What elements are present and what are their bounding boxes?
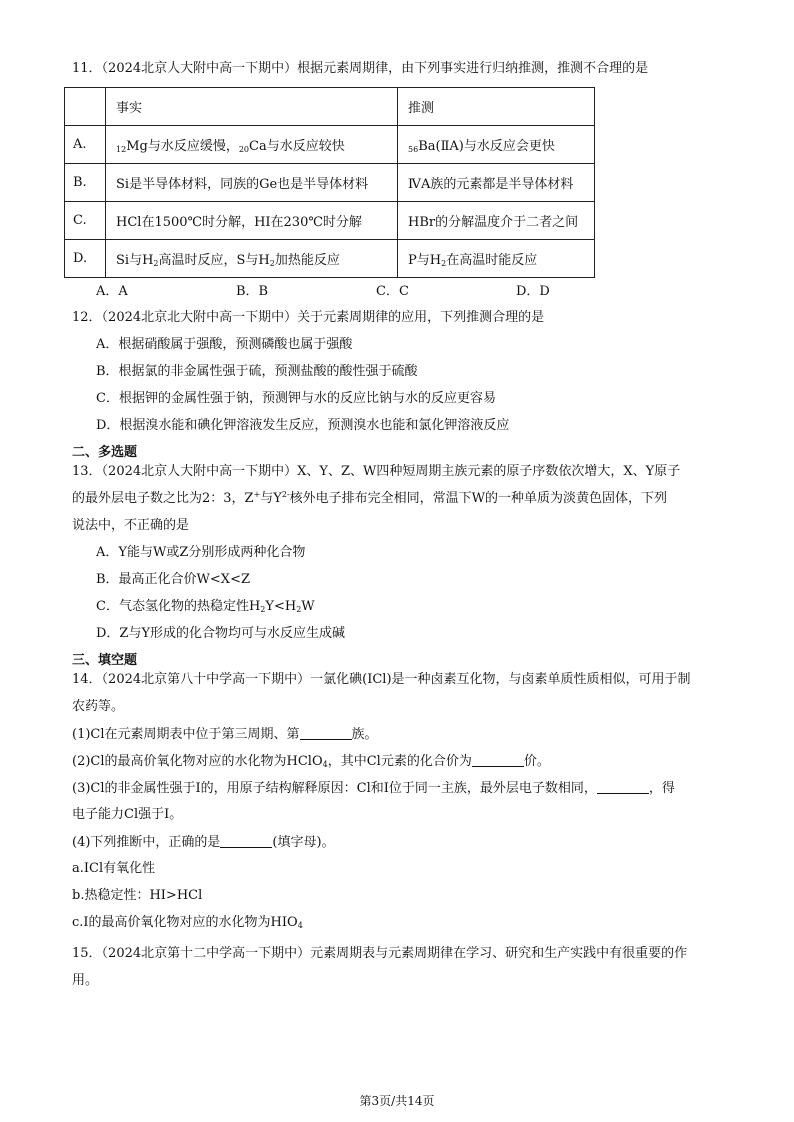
- subscript: 2: [296, 605, 302, 614]
- page-number: 第3页/共14页: [359, 1094, 435, 1108]
- q12-option-d[interactable]: D．根据溴水能和碘化钾溶液发生反应，预测溴水也能和氯化钾溶液反应: [96, 418, 510, 433]
- q13-option-b[interactable]: B．最高正化合价W<X<Z: [96, 572, 250, 587]
- q14-stem-line2: 农药等。: [72, 699, 125, 714]
- row-infer: ⅣA族的元素都是半导体材料: [398, 164, 595, 202]
- subscript: 2: [269, 259, 275, 268]
- q14-part4: [72, 833, 734, 852]
- q12-stem: 12．（2024北京北大附中高一下期中）关于元素周期律的应用，下列推测合理的是: [72, 310, 545, 325]
- q15-stem-line2: 用。: [72, 973, 99, 988]
- infer-text: P与H: [408, 253, 442, 268]
- row-infer: [398, 126, 595, 164]
- text: (4)下列推断中，正确的是: [72, 835, 221, 850]
- table-cell: [65, 88, 106, 126]
- text: c.I的最高价氧化物对应的水化物为HIO: [72, 915, 298, 930]
- infer-text: 在高温时能反应: [446, 253, 538, 268]
- subscript: 2: [153, 259, 159, 268]
- choice-c[interactable]: C．C: [376, 284, 409, 299]
- subscript: 4: [297, 921, 303, 930]
- text: (2)Cl的最高价氧化物对应的水化物为HClO: [72, 754, 323, 769]
- subscript: 2: [441, 259, 447, 268]
- row-label: B.: [65, 164, 106, 202]
- text: (填字母)。: [272, 835, 335, 850]
- table-row: [65, 164, 595, 202]
- q12-option-b[interactable]: B．根据氯的非金属性强于硫，预测盐酸的酸性强于硫酸: [96, 364, 418, 379]
- atomic-number: 12: [116, 145, 127, 154]
- text: 价。: [523, 754, 550, 769]
- q14-stem-line1: 14．（2024北京第八十中学高一下期中）一氯化碘(ICl)是一种卤素互化物，与卤素单质性质相似，可用于制: [72, 672, 691, 687]
- superscript: 2-: [281, 490, 290, 499]
- table-row: [65, 126, 595, 164]
- row-label: A.: [65, 126, 106, 164]
- answer-blank[interactable]: [472, 752, 524, 767]
- q14-part3-cont: 电子能力Cl强于I。: [72, 807, 183, 822]
- row-label: D.: [65, 240, 106, 278]
- q14-part3: [72, 779, 734, 798]
- text: 与Y: [260, 491, 282, 506]
- text: ，其中Cl元素的化合价为: [327, 754, 472, 769]
- table-header-fact: 事实: [106, 88, 398, 126]
- text: W: [301, 599, 315, 614]
- subscript: 2: [260, 605, 266, 614]
- choice-a[interactable]: A．A: [96, 284, 128, 299]
- answer-blank[interactable]: [300, 725, 352, 740]
- row-fact: Si是半导体材料，同族的Ge也是半导体材料: [106, 164, 398, 202]
- text: (1)Cl在元素周期表中位于第三周期、第: [72, 727, 300, 742]
- row-fact: [106, 126, 398, 164]
- text: 的最外层电子数之比为2：3，Z: [72, 491, 254, 506]
- q13-stem-line1: 13．（2024北京人大附中高一下期中）X、Y、Z、W四种短周期主族元素的原子序数依次增大，X、Y原子: [72, 464, 681, 479]
- row-fact: HCl在1500℃时分解，HI在230℃时分解: [106, 202, 398, 240]
- q14-option-b[interactable]: b.热稳定性：HI>HCl: [72, 888, 203, 903]
- q13-option-a[interactable]: A．Y能与W或Z分别形成两种化合物: [96, 545, 306, 560]
- fact-text: 高温时反应，S与H: [158, 253, 270, 268]
- q12-option-a[interactable]: A．根据硝酸属于强酸，预测磷酸也属于强酸: [96, 337, 353, 352]
- answer-blank[interactable]: [220, 833, 272, 848]
- subscript: 4: [322, 760, 328, 769]
- choice-b[interactable]: B．B: [236, 284, 269, 299]
- superscript: +: [253, 490, 261, 499]
- text: C．气态氢化物的热稳定性H: [96, 599, 261, 614]
- row-infer: HBr的分解温度介于二者之间: [398, 202, 595, 240]
- choice-d[interactable]: D．D: [516, 284, 550, 299]
- q13-option-d[interactable]: D．Z与Y形成的化合物均可与水反应生成碱: [96, 626, 346, 641]
- text: Y<H: [265, 599, 297, 614]
- atomic-number: 20: [238, 145, 250, 154]
- text: 族。: [351, 727, 378, 742]
- infer-text: Ba(ⅡA)与水反应会更快: [418, 139, 555, 154]
- fact-text: Ca与水反应较快: [249, 139, 345, 154]
- q15-stem-line1: 15．（2024北京第十二中学高一下期中）元素周期表与元素周期律在学习、研究和生产实践中有很重要的作: [72, 946, 688, 961]
- q14-part2: [72, 752, 734, 771]
- row-label: C.: [65, 202, 106, 240]
- table-row: [65, 202, 595, 240]
- q11-choices: [96, 283, 734, 301]
- row-fact: [106, 240, 398, 278]
- text: (3)Cl的非金属性强于I的，用原子结构解释原因：Cl和I位于同一主族，最外层电子数相同，: [72, 781, 597, 796]
- fact-text: Si与H: [116, 253, 154, 268]
- table-header-infer: 推测: [398, 88, 595, 126]
- q11-stem: 11．（2024北京人大附中高一下期中）根据元素周期律，由下列事实进行归纳推测，推测不合理的是: [72, 61, 649, 76]
- text: 核外电子排布完全相同，常温下W的一种单质为淡黄色固体，下列: [289, 491, 668, 506]
- section-heading-multi: 二、多选题: [72, 445, 138, 460]
- row-infer: [398, 240, 595, 278]
- q13-option-c[interactable]: [96, 598, 734, 616]
- text: ，得: [648, 781, 675, 796]
- q13-stem-line3: 说法中，不正确的是: [72, 518, 190, 533]
- fact-text: 加热能反应: [274, 253, 340, 268]
- q12-option-c[interactable]: C．根据钾的金属性强于钠，预测钾与水的反应比钠与水的反应更容易: [96, 391, 496, 406]
- section-heading-fill: 三、填空题: [72, 653, 138, 668]
- q11-table: [64, 87, 595, 278]
- answer-blank[interactable]: [597, 779, 649, 794]
- fact-text: Mg与水反应缓慢，: [126, 139, 239, 154]
- q13-stem-line2: [72, 490, 734, 508]
- q14-part1: [72, 725, 734, 744]
- q14-option-c[interactable]: [72, 914, 734, 932]
- atomic-number: 56: [408, 145, 419, 154]
- table-row: [65, 240, 595, 278]
- table-header-row: [65, 88, 595, 126]
- q14-option-a[interactable]: a.ICl有氧化性: [72, 861, 156, 876]
